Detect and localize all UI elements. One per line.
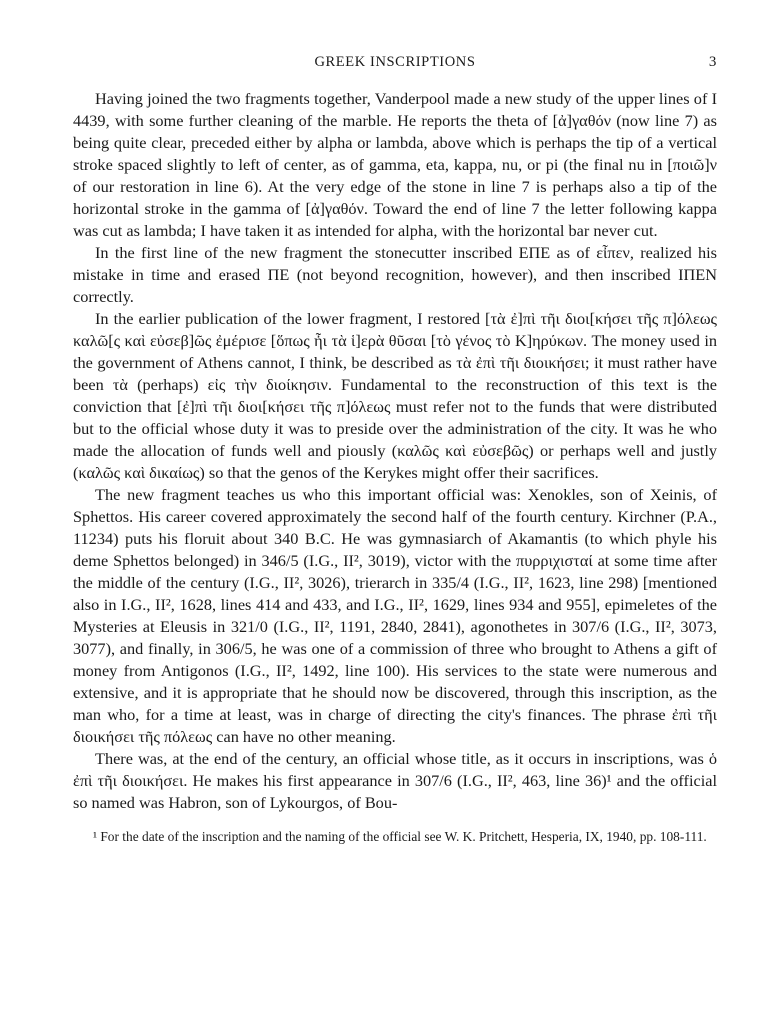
page-number: 3 [708, 54, 717, 70]
paragraph-4: The new fragment teaches us who this important official was: Xenokles, son of Xeinis, of Sphettos. His career covered approximately the second half of the fourth century. Kirchner (P.A., 11234) puts his floruit about 340 B.C. He was gymnasiarch of Akamantis (to which phyle his deme Sphettos belonged) in 346/5 (I.G., II², 3019), victor with the πυρριχισταί at some time after the middle of the century (I.G., II², 3026), trierarch in 335/4 (I.G., II², 1623, line 298) [mentioned also in I.G., II², 1628, lines 414 and 433, and I.G., II², 1629, lines 934 and 955], epimeletes of the Mysteries at Eleusis in 321/0 (I.G., II², 1191, 2840, 2841), agonothetes in 307/6 (I.G., II², 3073, 3077), and finally, in 306/5, he was one of a commission of three who brought to Athens a gift of money from Antigonos (I.G., II², 1492, line 100). His services to the state were numerous and extensive, and it is appropriate that he should now be discovered, through this inscription, as the man who, for a time at least, was in charge of directing the city's finances. The phrase ἐπὶ τῆι διοικήσει τῆς πόλεως can have no other meaning. [73, 485, 717, 746]
running-title: GREEK INSCRIPTIONS [314, 54, 476, 70]
running-header [73, 46, 717, 70]
paragraph-3: In the earlier publication of the lower fragment, I restored [τὰ ἐ]πὶ τῆι διοι[κήσει τῆς π]όλεως καλῶ[ς καὶ εὐσεβ]ῶς ἐμέρισε [ὅπως ἦι τὰ ἱ]ερὰ θῦσαι [τὸ γένος τὸ Κ]ηρύκων. The money used in the government of Athens cannot, I think, be described as τὰ ἐπὶ τῆι διοικήσει; it must rather have been τὰ (perhaps) εἰς τὴν διοίκησιν. Fundamental to the reconstruction of this text is the conviction that [ἐ]πὶ τῆι διοι[κήσει τῆς π]όλεως must refer not to the funds that were distributed but to the official whose duty it was to preside over the administration of the city. It was he who made the allocation of funds well and piously (καλῶς καὶ εὐσεβῶς) or perhaps well and justly (καλῶς καὶ δικαίως) so that the genos of the Kerykes might offer their sacrifices. [73, 309, 717, 482]
paragraph-2: In the first line of the new fragment the stonecutter inscribed ΕΠΕ as of εἶπεν, realized his mistake in time and erased ΠΕ (not beyond recognition, however), and then inscribed ΙΠΕΝ correctly. [73, 243, 717, 306]
paragraph-5: There was, at the end of the century, an official whose title, as it occurs in inscriptions, was ὁ ἐπὶ τῆι διοικήσει. He makes his first appearance in 307/6 (I.G., II², 463, line 36)¹ and the official so named was Habron, son of Lykourgos, of Bou- [73, 749, 717, 812]
body-text [73, 88, 717, 814]
paragraph-1: Having joined the two fragments together, Vanderpool made a new study of the upper lines of I 4439, with some further cleaning of the marble. He reports the theta of [ἀ]γαθόν (now line 7) as being quite clear, preceded either by alpha or lambda, above which is perhaps the tip of a vertical stroke spaced slightly to left of center, as of gamma, eta, kappa, nu, or pi (the final nu in [ποιῶ]ν of our restoration in line 6). At the very edge of the stone in line 7 is perhaps also a tip of the horizontal stroke in the gamma of [ἀ]γαθόν. Toward the end of line 7 the letter following kappa was cut as lambda; I have taken it as intended for alpha, with the horizontal bar never cut. [73, 89, 717, 240]
footnote: ¹ For the date of the inscription and the naming of the official see W. K. Pritchett, Hesperia, IX, 1940, pp. 108-111. [93, 829, 707, 844]
page [73, 46, 717, 846]
